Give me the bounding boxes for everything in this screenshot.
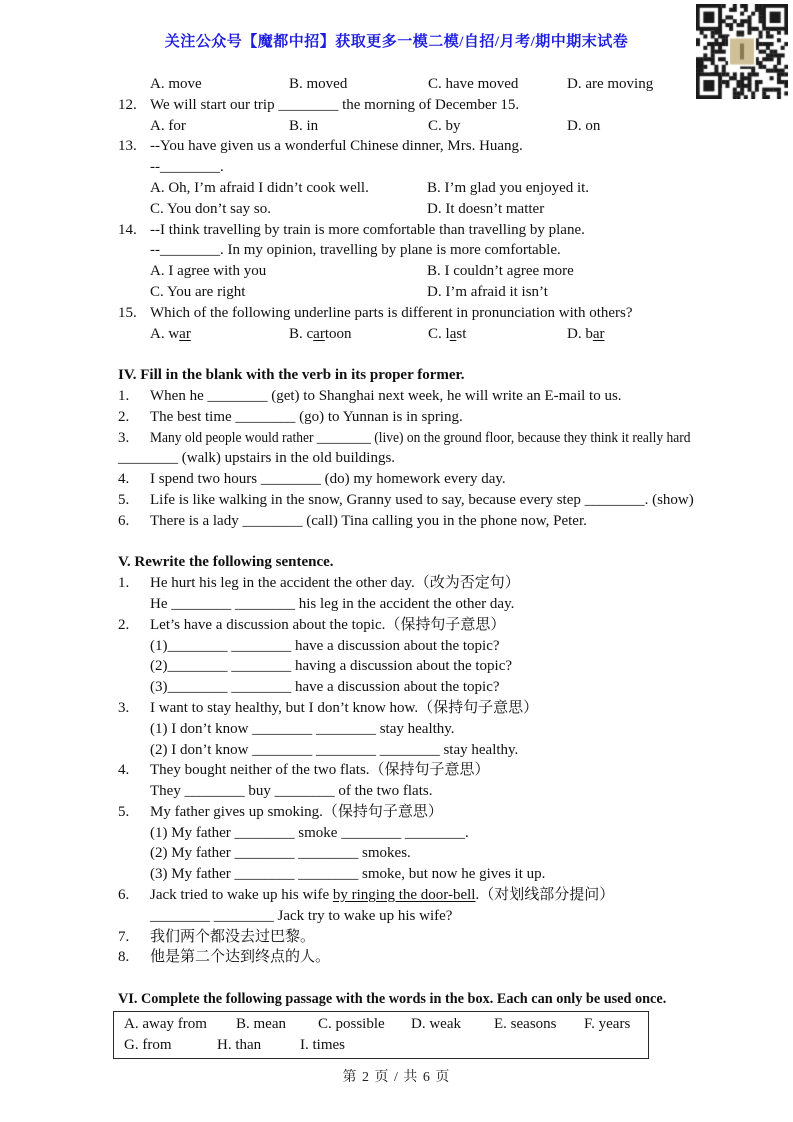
option-b: B. in bbox=[289, 117, 319, 134]
item-text: My father gives up smoking.（保持句子意思） bbox=[150, 803, 443, 820]
underlined-letters: ar bbox=[313, 325, 325, 342]
item-text: ________ (walk) upstairs in the old buildings. bbox=[118, 450, 396, 467]
word-option: I. times bbox=[300, 1036, 345, 1053]
item-number: 2. bbox=[118, 616, 130, 633]
item-text: 我们两个都没去过巴黎。 bbox=[150, 928, 316, 945]
item-text: Life is like walking in the snow, Granny used to say, because every step ________. (show) bbox=[150, 491, 694, 508]
q15-stem bbox=[118, 303, 766, 324]
s5-item-7 bbox=[118, 927, 766, 948]
option-d: D. are moving bbox=[567, 76, 654, 92]
option-a: A. for bbox=[150, 117, 186, 134]
s4-item-3 bbox=[118, 428, 766, 449]
option-text: B. c bbox=[289, 325, 314, 342]
item-number: 3. bbox=[118, 699, 130, 716]
s5-item-2-blank-1 bbox=[118, 636, 766, 657]
q13-options-ab bbox=[118, 178, 766, 199]
question-text: Which of the following underline parts is different in pronunciation with others? bbox=[150, 304, 633, 321]
item-number: 7. bbox=[118, 928, 130, 945]
rewrite-line: ________ ________ Jack try to wake up his wife? bbox=[150, 907, 453, 924]
s4-item-4 bbox=[118, 469, 766, 490]
rewrite-line: (1)________ ________ have a discussion about the topic? bbox=[150, 637, 500, 654]
option-c: C. You are right bbox=[150, 283, 246, 300]
q14-reply-blank bbox=[118, 240, 766, 261]
option-d bbox=[567, 324, 605, 345]
q13-reply-blank bbox=[118, 157, 766, 178]
question-number: 12. bbox=[118, 96, 137, 113]
option-c: C. by bbox=[428, 117, 461, 134]
option-c: C. You don’t say so. bbox=[150, 200, 272, 217]
item-number: 4. bbox=[118, 471, 130, 488]
rewrite-line: (2)________ ________ having a discussion about the topic? bbox=[150, 658, 513, 675]
s4-item-2 bbox=[118, 407, 766, 428]
q12-options bbox=[118, 116, 766, 137]
rewrite-line: (2) I don’t know ________ ________ ________ stay healthy. bbox=[150, 741, 519, 758]
rewrite-line: (3) My father ________ ________ smoke, but now he gives it up. bbox=[150, 866, 546, 883]
word-bank-box bbox=[113, 1011, 649, 1060]
rewrite-line: (2) My father ________ ________ smokes. bbox=[150, 845, 411, 862]
underlined-phrase: by ringing the door-bell bbox=[332, 887, 476, 904]
item-text: Let’s have a discussion about the topic.（保持句子意思） bbox=[150, 616, 506, 633]
q11-options bbox=[118, 74, 766, 95]
rewrite-line: (1) My father ________ smoke ________ ________. bbox=[150, 824, 469, 841]
option-text: C. l bbox=[428, 325, 450, 342]
item-text: .（对划线部分提问） bbox=[475, 887, 615, 904]
s5-item-4-blank bbox=[118, 781, 766, 802]
rewrite-line: (1) I don’t know ________ ________ stay healthy. bbox=[150, 720, 455, 737]
reply-text: --________. In my opinion, travelling by plane is more comfortable. bbox=[150, 242, 561, 259]
option-c bbox=[428, 324, 466, 345]
item-number: 1. bbox=[118, 575, 130, 592]
underlined-letters: ar bbox=[592, 325, 605, 342]
word-bank-row-1 bbox=[124, 1014, 648, 1035]
option-d: D. on bbox=[567, 117, 601, 134]
word-bank-row-2 bbox=[124, 1035, 648, 1056]
option-a bbox=[150, 324, 191, 345]
option-text: D. b bbox=[567, 325, 593, 342]
q13-options-cd bbox=[118, 199, 766, 220]
q12-stem bbox=[118, 95, 766, 116]
option-text: st bbox=[456, 325, 467, 342]
item-number: 3. bbox=[118, 429, 130, 446]
promo-banner: 关注公众号【魔都中招】获取更多一模二模/自招/月考/期中期末试卷 bbox=[164, 34, 629, 50]
option-a: A. I agree with you bbox=[150, 263, 267, 280]
option-b: B. moved bbox=[289, 76, 348, 92]
s5-item-3-blank-1 bbox=[118, 719, 766, 740]
s5-item-5-blank-1 bbox=[118, 823, 766, 844]
section6-title-text: VI. Complete the following passage with the words in the box. Each can only be used once. bbox=[118, 991, 667, 1008]
option-text: A. w bbox=[150, 325, 180, 342]
s4-item-6 bbox=[118, 511, 766, 532]
s5-item-3-blank-2 bbox=[118, 740, 766, 761]
rewrite-line: He ________ ________ his leg in the accident the other day. bbox=[150, 595, 515, 612]
word-option: D. weak bbox=[411, 1015, 461, 1032]
s5-item-2 bbox=[118, 615, 766, 636]
item-number: 8. bbox=[118, 949, 130, 966]
item-number: 1. bbox=[118, 387, 130, 404]
word-option: E. seasons bbox=[494, 1015, 557, 1032]
word-option: H. than bbox=[217, 1036, 262, 1053]
page-footer: 第 2 页 / 共 6 页 bbox=[342, 1070, 451, 1085]
s5-item-1 bbox=[118, 573, 766, 594]
item-text: Many old people would rather ________ (live) on the ground floor, because they think it really hard bbox=[150, 429, 691, 446]
q14-stem bbox=[118, 220, 766, 241]
s5-item-4 bbox=[118, 760, 766, 781]
section5-title: V. Rewrite the following sentence. bbox=[118, 554, 334, 571]
option-d: D. I’m afraid it isn’t bbox=[427, 283, 548, 300]
s4-item-5 bbox=[118, 490, 766, 511]
item-number: 4. bbox=[118, 762, 130, 779]
page-content bbox=[118, 74, 766, 1059]
section4-title: IV. Fill in the blank with the verb in its proper former. bbox=[118, 367, 465, 384]
item-text: The best time ________ (go) to Yunnan is in spring. bbox=[150, 408, 463, 425]
underlined-letters: ar bbox=[179, 325, 191, 342]
item-number: 6. bbox=[118, 887, 130, 904]
s4-item-1 bbox=[118, 386, 766, 407]
item-number: 2. bbox=[118, 408, 130, 425]
question-text: --You have given us a wonderful Chinese dinner, Mrs. Huang. bbox=[150, 138, 523, 155]
item-text: They bought neither of the two flats.（保持句子意思） bbox=[150, 762, 490, 779]
question-number: 15. bbox=[118, 304, 137, 321]
s5-item-6-blank bbox=[118, 906, 766, 927]
item-number: 6. bbox=[118, 512, 130, 529]
underlined-letters: a bbox=[449, 325, 457, 342]
question-number: 13. bbox=[118, 138, 137, 155]
word-option: G. from bbox=[124, 1036, 172, 1053]
item-text: When he ________ (get) to Shanghai next week, he will write an E-mail to us. bbox=[150, 387, 622, 404]
s5-item-8 bbox=[118, 947, 766, 968]
item-text: He hurt his leg in the accident the other day.（改为否定句） bbox=[150, 575, 520, 592]
s4-item-3-wrap bbox=[118, 448, 766, 469]
option-a: A. Oh, I’m afraid I didn’t cook well. bbox=[150, 179, 369, 196]
word-option: B. mean bbox=[236, 1015, 286, 1032]
rewrite-line: (3)________ ________ have a discussion about the topic? bbox=[150, 679, 500, 696]
option-b bbox=[289, 324, 352, 345]
q13-stem bbox=[118, 136, 766, 157]
item-text: I want to stay healthy, but I don’t know how.（保持句子意思） bbox=[150, 699, 539, 716]
option-text: toon bbox=[324, 325, 352, 342]
s5-item-5 bbox=[118, 802, 766, 823]
item-text: I spend two hours ________ (do) my homework every day. bbox=[150, 471, 506, 488]
word-option: C. possible bbox=[318, 1015, 385, 1032]
section6-title bbox=[118, 989, 766, 1010]
question-text: --I think travelling by train is more comfortable than travelling by plane. bbox=[150, 221, 585, 238]
s5-item-2-blank-3 bbox=[118, 677, 766, 698]
reply-text: --________. bbox=[150, 159, 224, 176]
option-c: C. have moved bbox=[428, 76, 519, 92]
question-text: We will start our trip ________ the morning of December 15. bbox=[150, 96, 520, 113]
s5-item-5-blank-2 bbox=[118, 843, 766, 864]
option-b: B. I couldn’t agree more bbox=[427, 263, 574, 280]
s5-item-5-blank-3 bbox=[118, 864, 766, 885]
option-a: A. move bbox=[150, 76, 202, 92]
s5-item-2-blank-2 bbox=[118, 656, 766, 677]
word-option: A. away from bbox=[124, 1015, 207, 1032]
item-text: 他是第二个达到终点的人。 bbox=[150, 949, 331, 966]
item-text: Jack tried to wake up his wife bbox=[150, 887, 333, 904]
item-number: 5. bbox=[118, 803, 130, 820]
s5-item-3 bbox=[118, 698, 766, 719]
rewrite-line: They ________ buy ________ of the two flats. bbox=[150, 783, 433, 800]
q14-options-ab bbox=[118, 261, 766, 282]
s5-item-1-blank bbox=[118, 594, 766, 615]
item-number: 5. bbox=[118, 491, 130, 508]
word-option: F. years bbox=[584, 1015, 631, 1032]
q15-options bbox=[118, 324, 766, 345]
s5-item-6 bbox=[118, 885, 766, 906]
option-b: B. I’m glad you enjoyed it. bbox=[427, 179, 590, 196]
q14-options-cd bbox=[118, 282, 766, 303]
item-text: There is a lady ________ (call) Tina calling you in the phone now, Peter. bbox=[150, 512, 587, 529]
option-d: D. It doesn’t matter bbox=[427, 200, 545, 217]
question-number: 14. bbox=[118, 221, 137, 238]
